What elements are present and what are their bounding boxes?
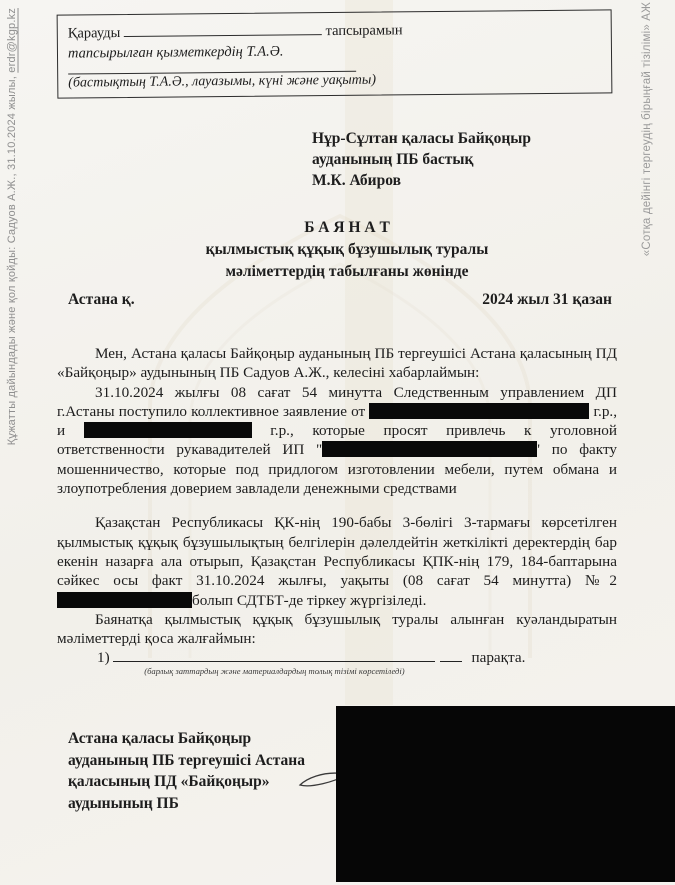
paragraph-attachments-intro: Баянатқа қылмыстық құқық бұзушылық туралы алынған куәландыратын мәліметтерді қоса жалғаймын: <box>57 610 617 648</box>
addressee-block <box>312 128 531 191</box>
title-line: Б А Я Н А Т <box>304 219 390 236</box>
incident-text: ' по факту мошенничество, которые под придлогом изготовлении мебели, путем обмана и злоупотребления доверием завладели денежными средствами <box>57 441 618 498</box>
assignment-prefix: Қарауды <box>67 25 121 42</box>
redaction-bar <box>369 403 589 419</box>
assignment-suffix: тапсырамын <box>325 22 403 40</box>
paragraph-incident <box>57 383 617 499</box>
assignment-box <box>57 9 613 98</box>
right-margin-note <box>641 2 653 256</box>
attachment-field-caption: (барлық заттардың және материалдардың толық тізімі көрсетіледі) <box>144 666 405 677</box>
signature-line: қаласының ПД «Байқоңыр» <box>68 773 270 790</box>
attachment-line <box>57 648 617 677</box>
legal-text: Қазақстан Республикасы ҚК-нің 190-бабы 3-бөлігі 3-тармағы көрсетілген қылмыстық құқық бұзушылықтың белгілерін дәлелдейтін жеткілікті деректердің бар екенін назарға ала отырып, Қазақстан Республикасы ҚПК-нің 179, 184-баптарына сәйкес осы факт 31.10.2024 жылғы, уақыты (08 сағат 54 минутта) №2 <box>57 514 617 590</box>
signature-line: Астана қаласы Байқоңыр <box>68 730 252 747</box>
right-margin-note-text: «Сотқа дейінгі тергеудің бірыңғай тізілімі» АЖ <box>641 2 653 257</box>
addressee-line: ауданының ПБ бастық <box>312 151 474 168</box>
title-line: мәліметтердің табылғаны жөнінде <box>225 263 469 280</box>
redaction-bar <box>57 592 192 608</box>
incident-text: г.р., которые просят привлечь к уголовной ответственности рукавадителей ИП " <box>57 422 617 459</box>
addressee-line: Нұр-Сұлтан қаласы Байқоңыр <box>312 130 531 147</box>
assignment-blank-field <box>124 21 322 37</box>
document-body <box>57 344 618 677</box>
dateline-city: Астана қ. <box>68 291 135 308</box>
attachment-item-number: 1) <box>97 649 110 667</box>
redaction-bar <box>322 441 537 457</box>
legal-text: болып СДТБТ-де тіркеу жүргізіледі. <box>192 591 427 609</box>
title-line: қылмыстық құқық бұзушылық туралы <box>205 241 489 258</box>
assignment-line1 <box>68 18 601 42</box>
left-margin-note-text: Құжатты дайындады және қол қойды: Садуов А.Ж., 31.10.2024 жылы, <box>6 72 18 446</box>
attachment-blank-field <box>113 648 435 677</box>
attachment-suffix: парақта. <box>471 649 526 667</box>
attachment-pages-blank-field <box>440 648 462 662</box>
paragraph-legal <box>57 513 617 609</box>
signature-line: аудынының ПБ <box>68 794 179 812</box>
incident-text: г.р., и <box>57 402 618 440</box>
paragraph-intro: Мен, Астана қаласы Байқоңыр ауданының ПБ тергеушісі Астана қаласының ПД «Байқоңыр» аудынының ПБ Садуов А.Ж., келесіні хабарлаймын: <box>57 345 617 382</box>
erdr-email-link: erdr@kgp.kz <box>6 8 18 73</box>
assignment-line2: тапсырылған қызметкердің Т.А.Ә. <box>67 43 284 62</box>
left-margin-note <box>6 8 18 445</box>
redaction-box <box>336 706 675 882</box>
assignment-caption: (бастықтың Т.А.Ә., лауазымы, күні және уақыты) <box>68 72 377 91</box>
dateline-date: 2024 жыл 31 қазан <box>482 291 612 308</box>
incident-text: 31.10.2024 жылғы 08 сағат 54 минутта Следственным управлением ДП г.Астаны поступило коллективное заявление от <box>57 383 617 420</box>
signature-line: ауданының ПБ тергеушісі Астана <box>68 751 305 769</box>
redaction-bar <box>84 422 252 438</box>
document-title <box>57 217 637 283</box>
addressee-line: М.К. Абиров <box>312 172 401 189</box>
